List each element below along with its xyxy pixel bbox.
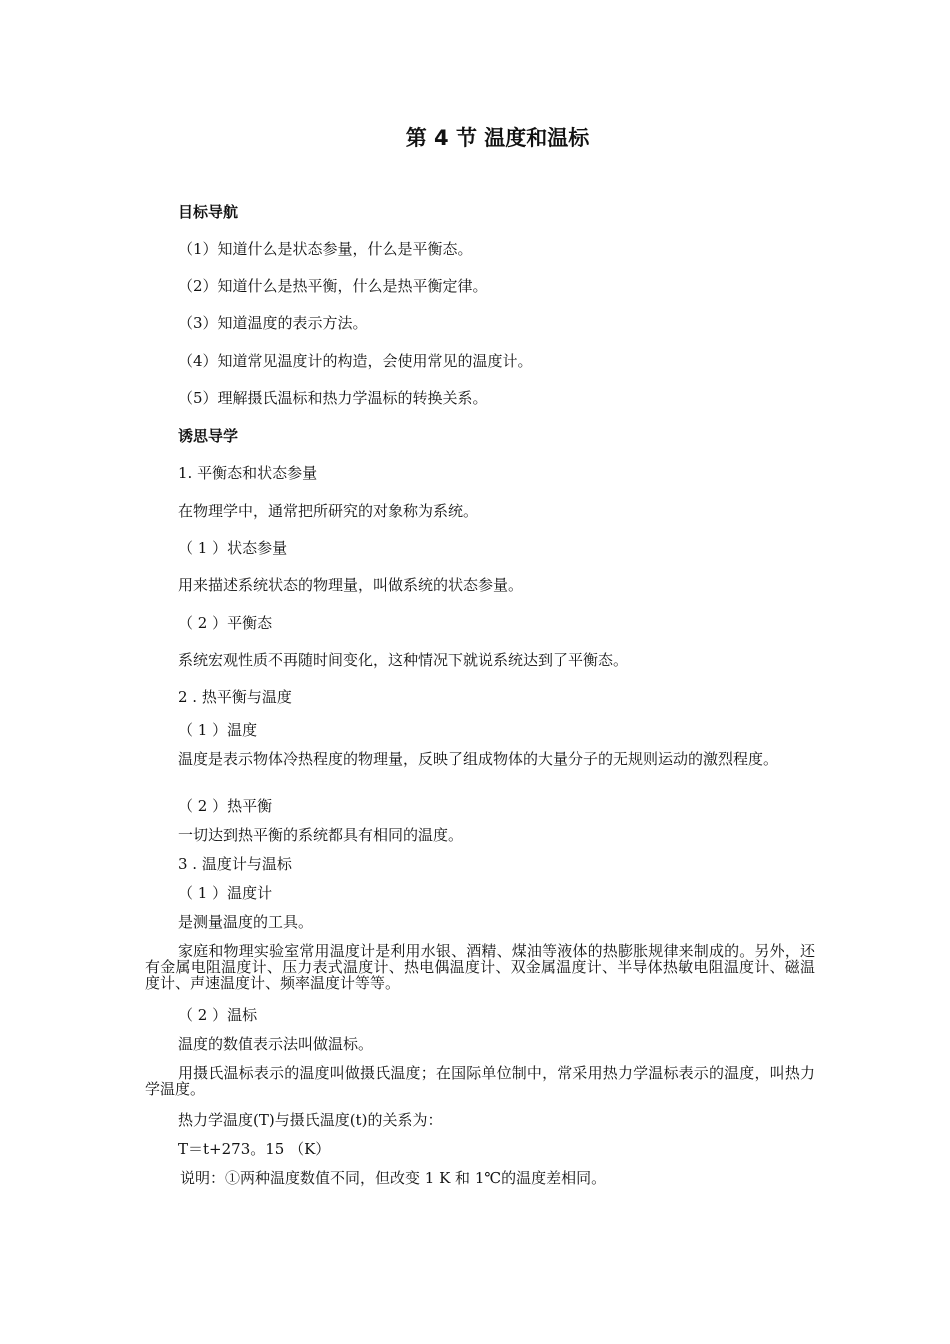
goal-item-2: （2）知道什么是热平衡，什么是热平衡定律。 xyxy=(178,277,488,295)
section-2-part-1-text: 温度是表示物体冷热程度的物理量，反映了组成物体的大量分子的无规则运动的激烈程度。 xyxy=(178,750,779,768)
section-2-part-2-title: （ 2 ）热平衡 xyxy=(178,797,273,815)
section-1-title: 1. 平衡态和状态参量 xyxy=(178,464,318,482)
section-1-intro: 在物理学中，通常把所研究的对象称为系统。 xyxy=(178,502,479,520)
study-heading: 诱思导学 xyxy=(178,427,239,445)
section-3-part-1-title: （ 1 ）温度计 xyxy=(178,884,273,902)
formula: T＝t+273。15 （K） xyxy=(178,1140,331,1158)
section-1-part-1-title: （ 1 ）状态参量 xyxy=(178,539,288,557)
section-2-title: 2 . 热平衡与温度 xyxy=(178,688,292,706)
goal-item-3: （3）知道温度的表示方法。 xyxy=(178,314,368,332)
section-1-part-2-title: （ 2 ）平衡态 xyxy=(178,614,273,632)
section-3-part-2-text-1: 温度的数值表示法叫做温标。 xyxy=(178,1035,374,1053)
section-3-part-1-text-1: 是测量温度的工具。 xyxy=(178,913,314,931)
goal-item-5: （5）理解摄氏温标和热力学温标的转换关系。 xyxy=(178,389,488,407)
goal-item-1: （1）知道什么是状态参量，什么是平衡态。 xyxy=(178,240,473,258)
section-3-part-2-title: （ 2 ）温标 xyxy=(178,1006,258,1024)
section-3-part-2-text-3: 热力学温度(T)与摄氏温度(t)的关系为： xyxy=(178,1111,443,1129)
section-1-part-2-text: 系统宏观性质不再随时间变化，这种情况下就说系统达到了平衡态。 xyxy=(178,651,629,669)
section-2-part-2-text: 一切达到热平衡的系统都具有相同的温度。 xyxy=(178,826,464,844)
note: 说明：①两种温度数值不同，但改变 1 K 和 1℃的温度差相同。 xyxy=(180,1169,607,1187)
page-title: 第 4 节 温度和温标 xyxy=(405,126,590,150)
goals-heading: 目标导航 xyxy=(178,203,239,221)
section-3-part-2-text-2: 用摄氏温标表示的温度叫做摄氏温度；在国际单位制中，常采用热力学温标表示的温度，叫热力学温度。 xyxy=(145,1064,815,1098)
section-3-part-1-text-2: 家庭和物理实验室常用温度计是利用水银、酒精、煤油等液体的热膨胀规律来制成的。另外，还有金属电阻温度计、压力表式温度计、热电偶温度计、双金属温度计、半导体热敏电阻温度计、磁温度计、声速温度计、频率温度计等等。 xyxy=(145,942,815,992)
section-2-part-1-title: （ 1 ）温度 xyxy=(178,721,258,739)
section-1-part-1-text: 用来描述系统状态的物理量，叫做系统的状态参量。 xyxy=(178,576,524,594)
goal-item-4: （4）知道常见温度计的构造，会使用常见的温度计。 xyxy=(178,352,533,370)
section-3-title: 3 . 温度计与温标 xyxy=(178,855,292,873)
